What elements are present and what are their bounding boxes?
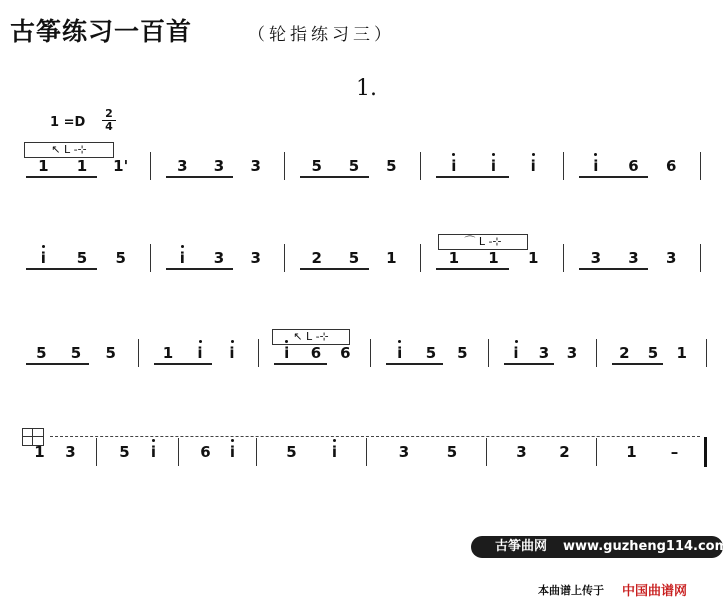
key-signature: 1 =D — [50, 115, 86, 130]
note: 1 — [162, 344, 174, 362]
barline — [256, 438, 257, 466]
barline — [563, 152, 564, 180]
underline-beam — [274, 363, 327, 365]
underline-beam — [154, 363, 212, 365]
technique-mark — [24, 142, 114, 158]
note: i — [179, 249, 185, 267]
sustain-dash-line — [50, 436, 700, 437]
upload-note: 本曲谱上传于 — [538, 584, 604, 597]
note: 3 — [250, 157, 261, 175]
note: 5 — [115, 249, 126, 267]
underline-beam — [579, 176, 648, 178]
high-octave-dot — [231, 340, 234, 343]
high-octave-dot — [333, 439, 336, 442]
note: 3 — [665, 249, 677, 267]
time-signature — [102, 108, 116, 133]
note: 5 — [348, 249, 360, 267]
barline — [178, 438, 179, 466]
barline — [596, 339, 597, 367]
barline — [150, 152, 151, 180]
underline-beam — [504, 363, 554, 365]
underline-beam — [26, 176, 97, 178]
barline — [596, 438, 597, 466]
note: i — [229, 344, 235, 362]
barline — [284, 244, 285, 272]
note: 1 — [448, 249, 460, 267]
note: 3 — [590, 249, 602, 267]
note: 5 — [386, 157, 397, 175]
underline-beam — [300, 268, 369, 270]
note: 1 — [76, 157, 88, 175]
barline — [138, 339, 139, 367]
barline — [488, 339, 489, 367]
note: 3 — [250, 249, 261, 267]
high-octave-dot — [398, 340, 401, 343]
note: 5 — [457, 344, 468, 362]
underline-beam — [436, 176, 509, 178]
barline — [700, 244, 701, 272]
note: 1 — [34, 443, 45, 461]
site-badge[interactable] — [471, 536, 728, 558]
underline-beam — [26, 268, 97, 270]
barline — [370, 339, 371, 367]
note: 3 — [538, 344, 550, 362]
barline — [366, 438, 367, 466]
barline — [563, 244, 564, 272]
barline — [486, 438, 487, 466]
note: i — [284, 344, 290, 362]
note: i — [513, 344, 519, 362]
piece-number: 1. — [356, 76, 377, 101]
barline — [700, 152, 701, 180]
note: 1' — [113, 157, 129, 175]
logo-text: 中国曲谱网 — [622, 584, 688, 599]
note: 5 — [36, 344, 47, 362]
note: i — [490, 157, 497, 175]
note: 3 — [516, 443, 527, 461]
site-url: www.guzheng114.com — [563, 539, 728, 554]
tremolo-box — [22, 428, 44, 446]
technique-glyphs: ↖ L -⊹ — [51, 143, 87, 156]
note: 5 — [70, 344, 82, 362]
note: 3 — [566, 344, 578, 362]
underline-beam — [166, 268, 233, 270]
note: i — [397, 344, 403, 362]
high-octave-dot — [452, 153, 455, 156]
note: i — [331, 443, 338, 461]
high-octave-dot — [594, 153, 597, 156]
underline-beam — [26, 363, 89, 365]
note: 1 — [676, 344, 687, 362]
note: 1 — [527, 249, 539, 267]
note: i — [197, 344, 203, 362]
note: 5 — [311, 157, 322, 175]
technique-glyphs: ⌒ L -⊹ — [464, 235, 502, 248]
note: i — [530, 157, 536, 175]
final-barline — [704, 437, 707, 467]
barline — [150, 244, 151, 272]
underline-beam — [166, 176, 233, 178]
high-octave-dot — [42, 245, 45, 248]
note: 5 — [76, 249, 88, 267]
note: 6 — [628, 157, 639, 175]
note: 1 — [386, 249, 397, 267]
note: 5 — [647, 344, 659, 362]
note: 5 — [348, 157, 360, 175]
note: i — [451, 157, 457, 175]
barline — [706, 339, 707, 367]
underline-beam — [386, 363, 443, 365]
barline — [420, 152, 421, 180]
note: 5 — [286, 443, 297, 461]
note: – — [670, 443, 679, 461]
note: 1 — [488, 249, 499, 267]
underline-beam — [300, 176, 369, 178]
barline — [258, 339, 259, 367]
note: 3 — [213, 157, 225, 175]
barline — [284, 152, 285, 180]
site-name: 古筝曲网 — [495, 539, 548, 554]
page-subtitle: （轮指练习三） — [248, 25, 395, 45]
barline — [96, 438, 97, 466]
technique-glyphs: ↖ L -⊹ — [293, 330, 329, 343]
note: 2 — [559, 443, 570, 461]
note: 3 — [213, 249, 225, 267]
technique-mark — [272, 329, 350, 345]
note: 3 — [628, 249, 639, 267]
note: 5 — [446, 443, 458, 461]
high-octave-dot — [181, 245, 184, 248]
barline — [420, 244, 421, 272]
note: i — [150, 443, 157, 461]
page-title: 古筝练习一百首 — [10, 17, 193, 46]
note: 6 — [340, 344, 351, 362]
note: i — [40, 249, 46, 267]
high-octave-dot — [532, 153, 535, 156]
note: 2 — [311, 249, 322, 267]
underline-beam — [612, 363, 663, 365]
note: 6 — [200, 443, 211, 461]
underline-beam — [579, 268, 648, 270]
site-logo[interactable] — [622, 580, 687, 599]
high-octave-dot — [199, 340, 202, 343]
note: 6 — [665, 157, 677, 175]
note: 3 — [398, 443, 410, 461]
high-octave-dot — [492, 153, 495, 156]
high-octave-dot — [152, 439, 155, 442]
time-numerator: 2 — [105, 107, 113, 120]
high-octave-dot — [515, 340, 518, 343]
note: 3 — [177, 157, 188, 175]
note: 5 — [425, 344, 437, 362]
time-denominator: 4 — [102, 120, 116, 133]
note: 5 — [119, 443, 130, 461]
note: 1 — [38, 157, 49, 175]
note: 1 — [626, 443, 637, 461]
underline-beam — [436, 268, 509, 270]
note: 2 — [619, 344, 630, 362]
note: 3 — [65, 443, 76, 461]
note: 6 — [310, 344, 322, 362]
note: 5 — [105, 344, 116, 362]
note: i — [593, 157, 599, 175]
technique-mark — [438, 234, 528, 250]
high-octave-dot — [231, 439, 234, 442]
note: i — [229, 443, 236, 461]
